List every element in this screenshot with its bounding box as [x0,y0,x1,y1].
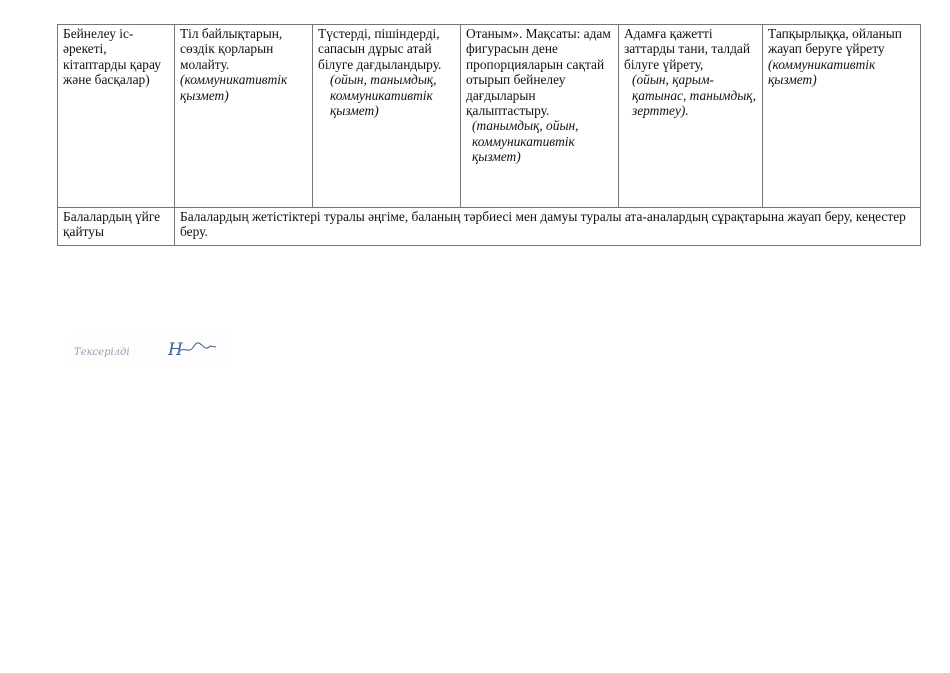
cell-text: Түстерді, пішіндерді, сапасын дұрыс атай білуге дағдыландыру. [318,26,442,72]
cell-activity-note: (коммуникативтік қызмет) [768,56,876,88]
cell-activity-note: (танымдық, ойын, коммуникативтік қызмет) [472,118,579,165]
cell-activity-note: (коммуникативтік қызмет) [180,72,288,103]
table-cell-merged [175,208,921,246]
signature-checked-text: Тексерілді [74,347,130,358]
table-cell [763,25,921,208]
daily-plan-table [57,24,921,246]
signature-stamp [70,334,230,368]
cell-text: Отаным». Мақсаты: адам фигурасын дене пропорцияларын сақтай отырып бейнелеу дағдыларын қалыптастыру. [466,26,611,119]
signature-initial: Н [168,340,183,360]
cell-text: Адамға қажетті заттарды тани, талдай білуге үйрету, [624,26,751,72]
cell-text: Балалардың үйге қайтуы [63,209,161,240]
table-row [58,25,921,208]
cell-text: Тапқырлыққа, ойланып жауап беруге үйрету [768,26,902,57]
table-cell [619,25,763,208]
cell-text: Тіл байлықтарын, сөздік қорларын молайту. [180,26,283,72]
cell-activity-note: (ойын, танымдық, коммуникативтік қызмет) [330,72,437,119]
cell-text: Балалардың жетістіктері туралы әңгіме, баланың тәрбиесі мен дамуы туралы ата-аналардың сұрақтарына жауап беру, кеңестер беру. [180,209,906,240]
table-row [58,208,921,246]
cell-text: Бейнелеу іс-әрекеті, кітаптарды қарау және басқалар) [63,26,161,88]
table-cell [58,25,175,208]
cell-activity-note: (ойын, қарым-қатынас, танымдық, зерттеу). [632,72,756,119]
table-cell [175,25,313,208]
table-cell-label [58,208,175,246]
table-cell [461,25,619,208]
table-cell [313,25,461,208]
